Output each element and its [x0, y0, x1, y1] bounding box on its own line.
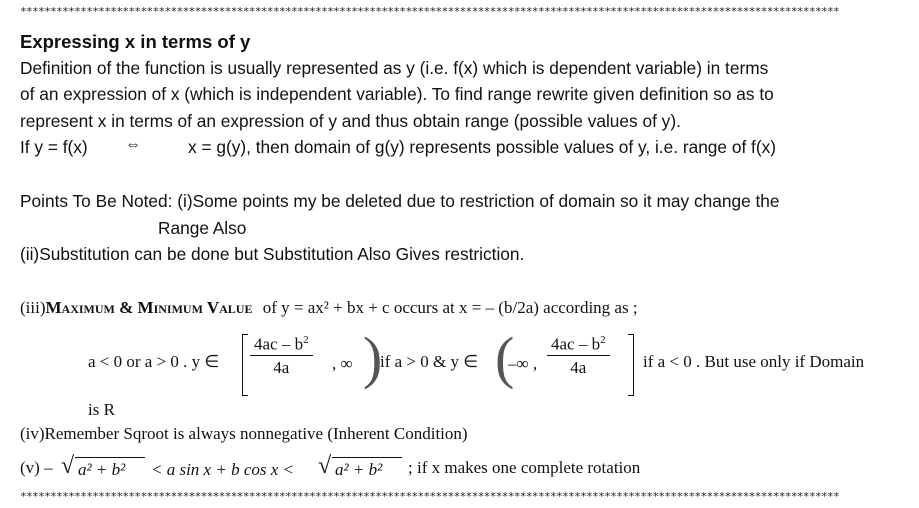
trig-middle: < a sin x + b cos x < — [151, 460, 295, 479]
domain-is-r: is R — [88, 400, 115, 419]
sqroot-note: (iv)Remember Sqroot is always nonnegative (Inherent Condition) — [20, 424, 468, 443]
first-interval-tail: , ∞ — [332, 354, 353, 373]
definition-line-4-left: If y = f(x) — [20, 137, 88, 157]
radicand-right: a² + b² — [335, 460, 383, 479]
radical-bar-left — [75, 457, 145, 458]
left-square-bracket — [242, 334, 248, 396]
radical-bar-right — [332, 457, 402, 458]
max-min-title: Maximum & Minimum Value — [45, 298, 253, 317]
definition-line-1: Definition of the function is usually represented as y (i.e. f(x) which is dependent variable) in terms — [20, 58, 769, 78]
left-paren: ( — [495, 325, 515, 390]
points-line-3: (ii)Substitution can be done but Substitution Also Gives restriction. — [20, 244, 525, 264]
fraction-range-max: $\frac{4ac - b^2}{4a}$ — [547, 334, 610, 378]
points-line-1: Points To Be Noted: (i)Some points my be deleted due to restriction of domain so it may change the — [20, 191, 780, 211]
negative-infinity: –∞ , — [508, 354, 538, 373]
mid-condition: if a > 0 & y ∈ — [380, 352, 479, 371]
points-line-2: Range Also — [158, 218, 247, 238]
condition-lead: a < 0 or a > 0 . y ∈ — [88, 352, 220, 371]
top-star-divider: **************************************************************************************************************************************** — [20, 6, 840, 18]
bottom-star-divider: **************************************************************************************************************************************** — [20, 491, 840, 503]
fraction-range-min: $\frac{4ac - b^2}{4a}$ — [250, 334, 313, 378]
right-paren: ) — [363, 325, 383, 390]
max-min-title-line — [20, 298, 638, 318]
second-interval-tail: if a < 0 . But use only if Domain — [643, 352, 865, 371]
max-min-text: of y = ax² + bx + c occurs at x = – (b/2a) according as ; — [262, 298, 638, 317]
definition-line-2: of an expression of x (which is independent variable). To find range rewrite given definition so as to — [20, 84, 774, 104]
double-arrow-icon: ⇔ — [125, 136, 141, 153]
fraction-numerator: 4ac – b — [254, 334, 304, 354]
sqrt-symbol-left: √ — [61, 453, 75, 479]
trig-prefix: (v) – — [20, 458, 53, 477]
definition-line-4-right: x = g(y), then domain of g(y) represents possible values of y, i.e. range of f(x) — [188, 137, 776, 157]
fraction-denominator-2: 4a — [570, 357, 587, 377]
right-square-bracket — [628, 334, 634, 396]
fraction-numerator-2: 4ac – b — [551, 334, 601, 354]
definition-line-3: represent x in terms of an expression of y and thus obtain range (possible values of y). — [20, 111, 681, 131]
radicand-left: a² + b² — [78, 460, 126, 479]
fraction-denominator: 4a — [273, 357, 290, 377]
section-heading: Expressing x in terms of y — [20, 31, 251, 52]
trig-suffix: ; if x makes one complete rotation — [408, 458, 641, 477]
max-min-prefix: (iii) — [20, 298, 46, 317]
sqrt-symbol-right: √ — [318, 453, 332, 479]
